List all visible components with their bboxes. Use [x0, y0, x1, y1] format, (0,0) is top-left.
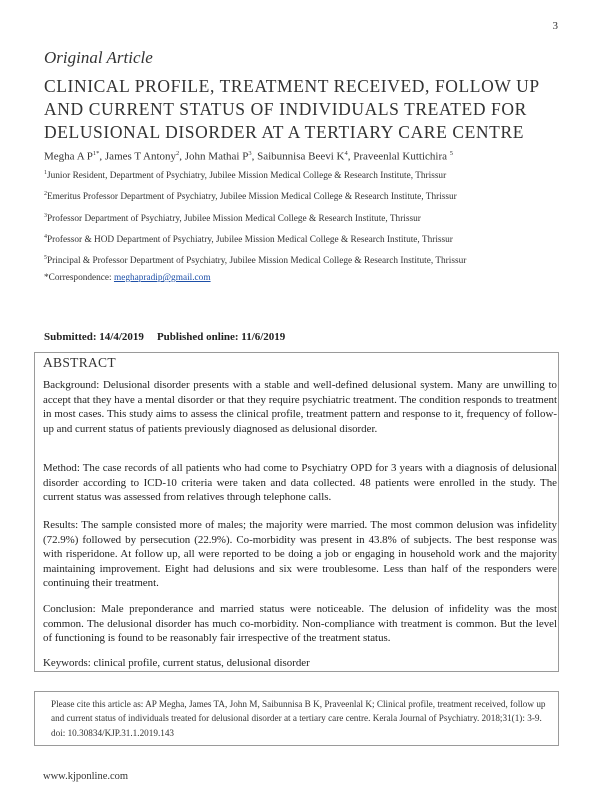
author-list: Megha A $P^{1*}$, James T Antony$^2$, John Mathai $P^3$, Saibunnisa Beevi $K^4$, Praveenlal Kuttichira $^5$ — [44, 150, 453, 163]
author-affiliation-mark: 4 — [344, 150, 348, 157]
journal-website: www.kjponline.com — [43, 771, 129, 782]
published-date: Published online: 11/6/2019 — [156, 331, 286, 343]
affiliation-number: 4 — [44, 234, 47, 240]
article-type-label: Original Article — [44, 48, 153, 67]
author-affiliation-mark: 3 — [248, 150, 252, 157]
affiliation — [44, 255, 466, 266]
affiliation-number: 5 — [44, 255, 47, 261]
author-affiliation-mark: 1* — [92, 150, 100, 157]
abstract-keywords: Keywords: clinical profile, current status, delusional disorder — [43, 657, 310, 669]
author-name: Saibunnisa Beevi K — [257, 150, 345, 163]
author-name: Praveenlal Kuttichira — [353, 150, 447, 163]
affiliation-text: Junior Resident, Department of Psychiatry, Jubilee Mission Medical College & Research Institute, Thrissur — [47, 171, 447, 182]
abstract-background: Background: Delusional disorder presents with a stable and well-defined delusional system. Many are unwilling to accept that they have a mental disorder or that they require psychiatric treatment. The condition responds to treatment in most cases. This study aims to assess the clinical profile, treatment pattern and response to it, frequency of follow-up and current status of patients previously diagnosed as delusional disorder. — [43, 379, 557, 435]
affiliation-text: Emeritus Professor Department of Psychiatry, Jubilee Mission Medical College & Research Institute, Thrissur — [47, 192, 457, 203]
affiliation — [44, 170, 446, 181]
affiliation-number: 1 — [44, 170, 47, 176]
author-name: James T Antony — [104, 150, 177, 163]
correspondence-email-link[interactable]: meghapradip@gmail.com — [113, 273, 211, 283]
correspondence — [44, 273, 211, 283]
submitted-date: Submitted: 14/4/2019 — [44, 331, 144, 343]
author-affiliation-mark: 5 — [449, 150, 453, 157]
affiliation-text: Professor Department of Psychiatry, Jubilee Mission Medical College & Research Institute, Thrissur — [47, 214, 421, 225]
author-affiliation-mark: 2 — [176, 150, 180, 157]
correspondence-label: *Correspondence: — [44, 273, 114, 283]
abstract-results: Results: The sample consisted more of males; the majority were married. The most common delusion was infidelity (72.9%) followed by persecution (22.9%). Co-morbidity was present in 43.8% of subjects. The best response was with risperidone. At follow up, all were reported to be doing a job or engaging in household work and the majority maintaining improvement. Eight had delusions and six were troublesome. Less than half of the responders were continuing their treatment. — [43, 519, 557, 590]
affiliation-number: 2 — [44, 191, 47, 197]
affiliation — [44, 234, 453, 245]
affiliation-text: Principal & Professor Department of Psychiatry, Jubilee Mission Medical College & Research Institute, Thrissur — [47, 256, 467, 267]
page-number: 3 — [552, 20, 558, 32]
affiliation — [44, 213, 421, 224]
citation-box: Please cite this article as: AP Megha, James TA, John M, Saibunnisa B K, Praveenlal K; Clinical profile, treatment received, follow up and current status of individuals treated for delusional disorder at a tertiary care centre. Kerala Journal of Psychiatry. 2018;31(1): 3-9. doi: 10.30834/KJP.31.1.2019.143 — [34, 691, 559, 746]
abstract-heading: ABSTRACT — [43, 355, 116, 370]
article-title: CLINICAL PROFILE, TREATMENT RECEIVED, FOLLOW UP AND CURRENT STATUS OF INDIVIDUALS TREATED FOR DELUSIONAL DISORDER AT A TERTIARY CARE CENTRE — [44, 76, 540, 142]
author-name: Megha A P — [44, 150, 93, 163]
affiliation — [44, 191, 457, 202]
publication-dates — [44, 331, 285, 343]
affiliation-number: 3 — [44, 213, 47, 219]
abstract-method: Method: The case records of all patients who had come to Psychiatry OPD for 3 years with a diagnosis of delusional disorder according to ICD-10 criteria were taken and data collected. 48 patients were enrolled in the study. The current status was assessed from relatives through telephone calls. — [43, 462, 557, 504]
author-name: John Mathai P — [184, 150, 249, 163]
affiliation-text: Professor & HOD Department of Psychiatry, Jubilee Mission Medical College & Research Institute, Thrissur — [47, 235, 453, 246]
abstract-conclusion: Conclusion: Male preponderance and married status were noticeable. The delusion of infidelity was the most common. The delusional disorder has much co-morbidity. Non-compliance with treatment is common. But the level of functioning is found to be reasonably fair irrespective of the treatment status. — [43, 603, 557, 645]
